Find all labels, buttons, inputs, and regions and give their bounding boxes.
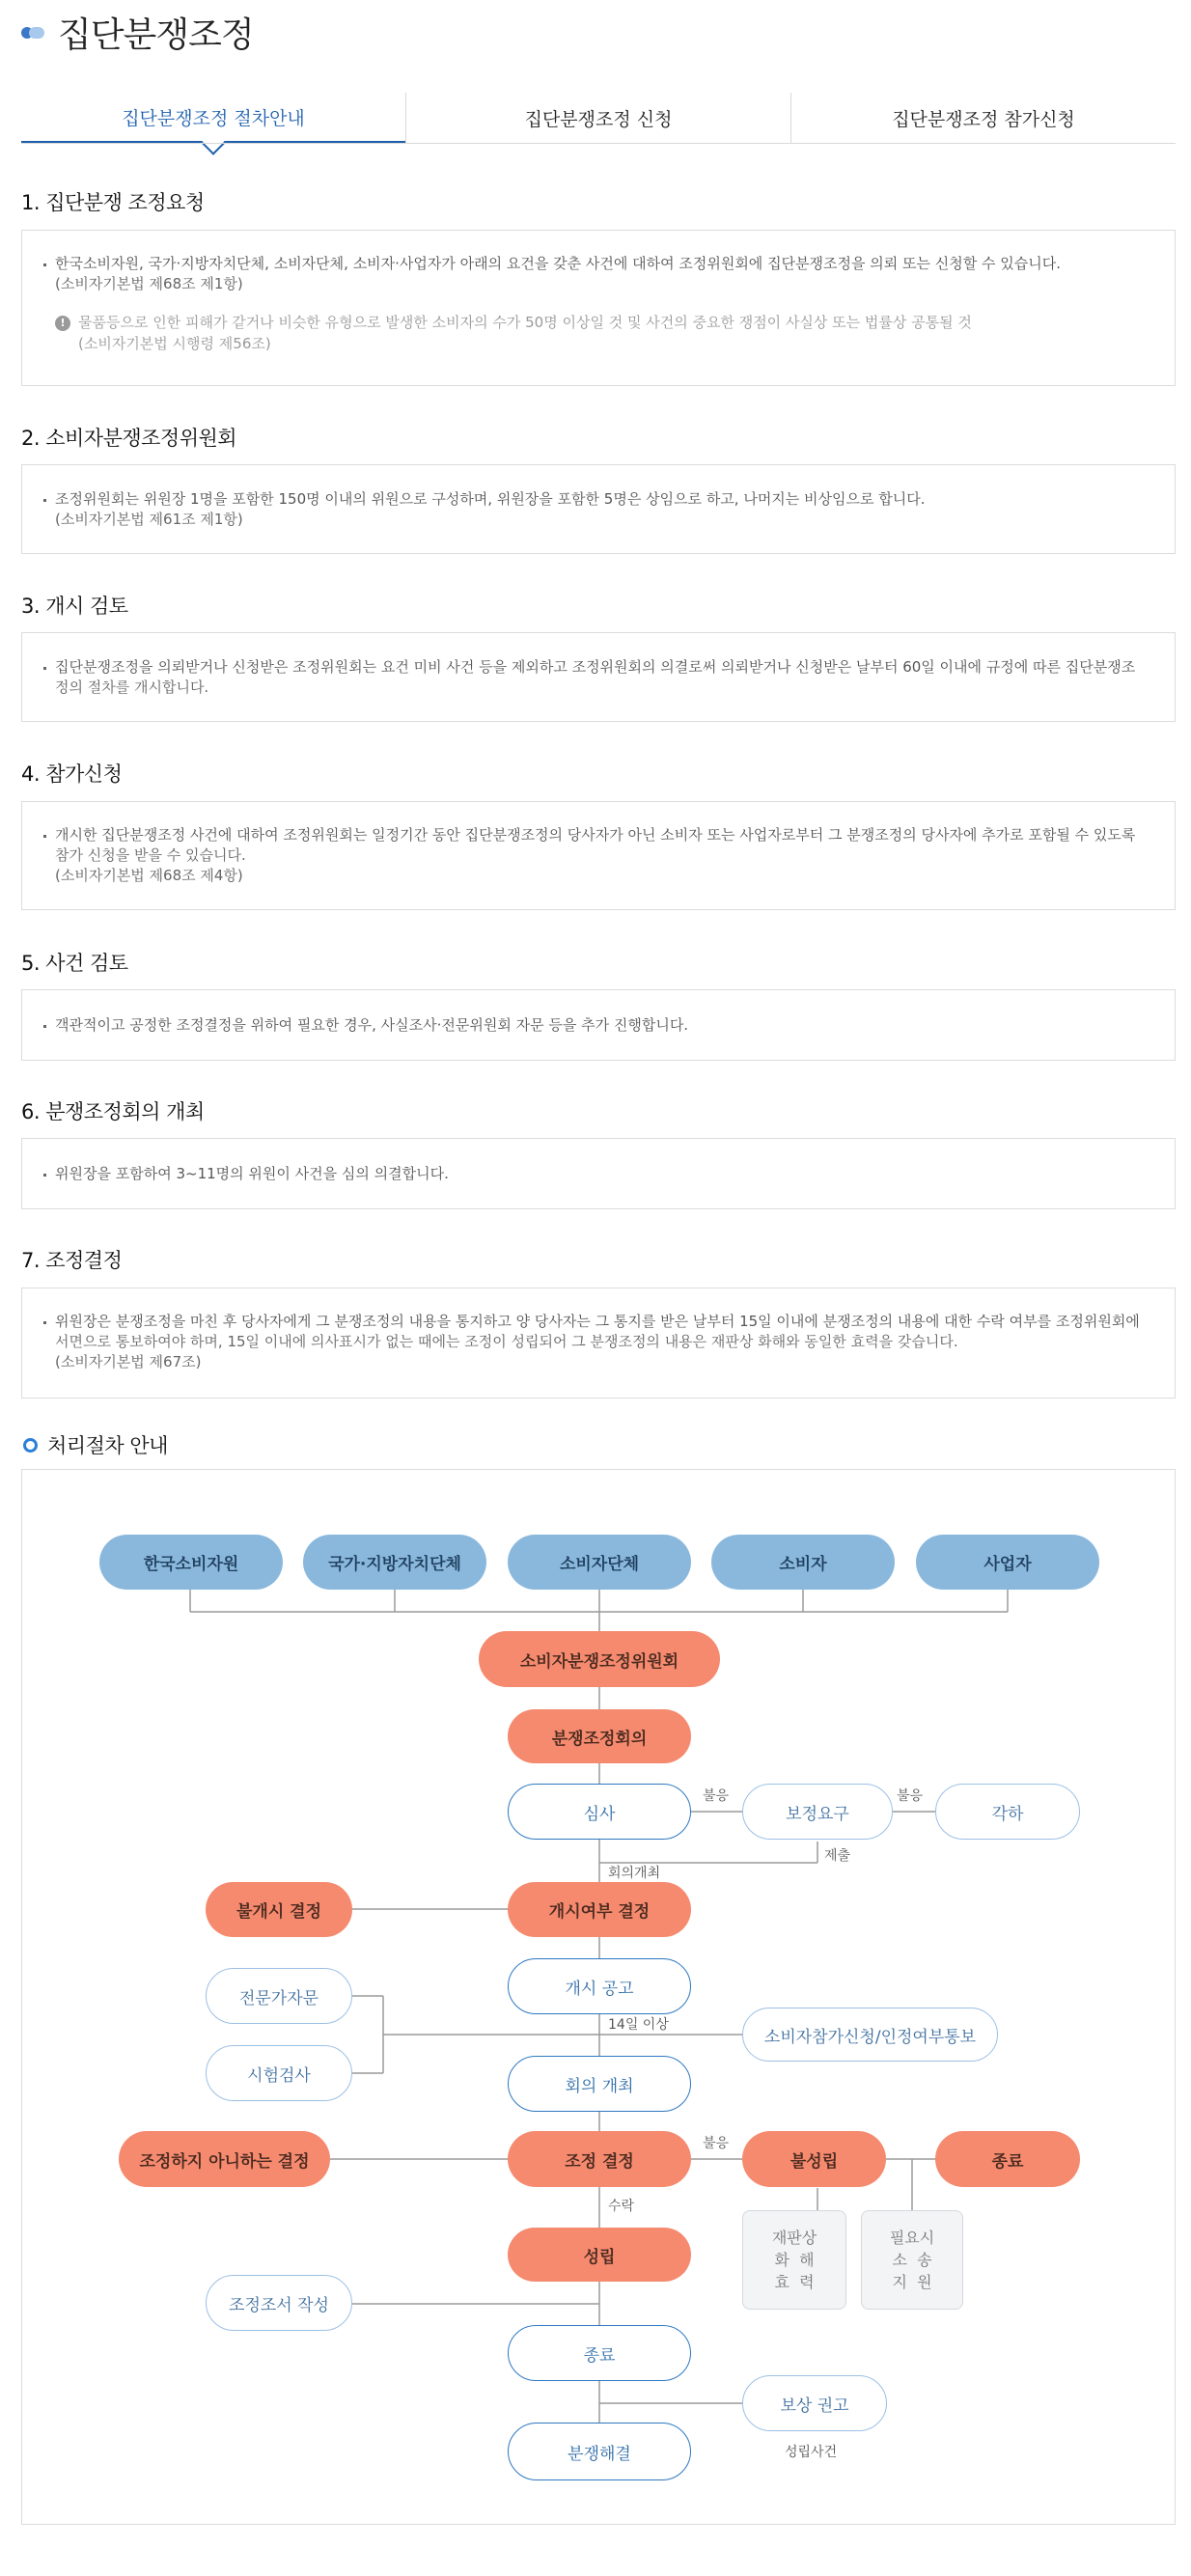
page-title: 집단분쟁조정: [58, 15, 254, 55]
section-title: 3. 개시 검토: [21, 595, 128, 618]
law-reference: (소비자기본법 제61조 제1항): [55, 511, 243, 528]
expert-node: 전문가자문: [206, 1968, 352, 2024]
requester-node: 한국소비자원: [99, 1535, 283, 1590]
tab-bar: [21, 93, 1176, 143]
section-text: 위원장을 포함하여 3~11명의 위원이 사건을 심의 의결합니다.: [55, 1165, 449, 1182]
meeting-open-node: 회의 개최: [508, 2056, 691, 2112]
end-node: 종료: [508, 2325, 691, 2381]
alert-icon: !: [55, 316, 70, 331]
committee-node: 소비자분쟁조정위원회: [479, 1631, 720, 1687]
section-title: 7. 조정결정: [21, 1249, 123, 1272]
section-title: 2. 소비자분쟁조정위원회: [21, 427, 237, 450]
section-box: [21, 464, 1176, 554]
requester-node: 소비자: [711, 1535, 895, 1590]
section-text-continued: 서면으로 통보하여야 하며, 15일 이내에 의사표시가 없는 때에는 조정이 성립되어 그 분쟁조정의 내용은 재판상 화해와 동일한 효력을 갖습니다.: [55, 1333, 958, 1350]
section-title: 1. 집단분쟁 조정요청: [21, 191, 205, 214]
law-reference: (소비자기본법 제67조): [55, 1353, 202, 1371]
tab-application[interactable]: [405, 93, 790, 143]
ring-bullet-icon: [23, 1438, 38, 1453]
tab-label: 집단분쟁조정 참가신청: [892, 108, 1075, 130]
dismiss-node: 각하: [935, 1784, 1080, 1840]
refuse-label: 불응: [897, 1788, 924, 1804]
section-text: 한국소비자원, 국가·지방자치단체, 소비자단체, 소비자·사업자가 아래의 요건을 갖춘 사건에 대하여 조정위원회에 집단분쟁조정을 의뢰 또는 신청할 수 있습니다.: [55, 255, 1061, 272]
lawsuit-support-box: 필요시 소 송 지 원: [861, 2210, 963, 2310]
section-box: [21, 1288, 1176, 1399]
requester-node: 사업자: [916, 1535, 1099, 1590]
days-label: 14일 이상: [608, 2017, 669, 2033]
start-decision-node: 개시여부 결정: [508, 1882, 691, 1937]
section-box: [21, 230, 1176, 386]
tab-label: 집단분쟁조정 절차안내: [122, 107, 305, 129]
section-text: 객관적이고 공정한 조정결정을 위하여 필요한 경우, 사실조사·전문위원회 자문 등을 추가 진행합니다.: [55, 1016, 689, 1034]
test-node: 시험검사: [206, 2045, 352, 2101]
resolved-node: 분쟁해결: [508, 2423, 691, 2480]
section-text: 조정위원회는 위원장 1명을 포함한 150명 이내의 위원으로 구성하며, 위원장을 포함한 5명은 상임으로 하고, 나머지는 비상임으로 합니다.: [55, 490, 926, 508]
tab-procedure-guide[interactable]: [21, 93, 405, 143]
meeting-node: 분쟁조정회의: [508, 1709, 691, 1763]
accept-label: 수락: [608, 2199, 635, 2214]
section-text-continued: 정의 절차를 개시합니다.: [55, 679, 209, 696]
process-header: [23, 1430, 168, 1459]
section-title: 6. 분쟁조정회의 개최: [21, 1100, 205, 1123]
requester-node: 소비자단체: [508, 1535, 691, 1590]
supplement-node: 보정요구: [742, 1784, 893, 1840]
submit-label: 제출: [824, 1848, 851, 1864]
notice-node: 개시 공고: [508, 1958, 691, 2014]
refuse-label: 불응: [703, 2136, 730, 2151]
section-text: 집단분쟁조정을 의뢰받거나 신청받은 조정위원회는 요건 미비 사건 등을 제외하고 조정위원회의 의결로써 의뢰받거나 신청받은 날부터 60일 이내에 규정에 따른 집단분쟁조: [55, 658, 1136, 676]
meeting-held-label: 회의개최: [608, 1866, 661, 1881]
refuse-label: 불응: [703, 1788, 730, 1804]
section-box: [21, 1138, 1176, 1209]
law-reference: (소비자기본법 제68조 제4항): [55, 867, 243, 884]
no-start-node: 불개시 결정: [206, 1882, 352, 1937]
section-text: 개시한 집단분쟁조정 사건에 대하여 조정위원회는 일정기간 동안 집단분쟁조정의 당사자가 아닌 소비자 또는 사업자로부터 그 분쟁조정의 당사자에 추가로 포함될 수 있도록: [55, 826, 1136, 844]
process-title: 처리절차 안내: [47, 1434, 168, 1457]
title-bullet-icon: [21, 26, 46, 40]
review-node: 심사: [508, 1784, 691, 1840]
section-box: [21, 632, 1176, 722]
section-text: 위원장은 분쟁조정을 마친 후 당사자에게 그 분쟁조정의 내용을 통지하고 양 당사자는 그 통지를 받은 날부터 15일 이내에 분쟁조정의 내용에 대한 수락 여부를 조정위원회에: [55, 1313, 1140, 1330]
tab-label: 집단분쟁조정 신청: [524, 108, 673, 130]
compensation-node: 보상 권고: [742, 2375, 887, 2431]
note-text: 물품등으로 인한 피해가 같거나 비슷한 유형으로 발생한 소비자의 수가 50명 이상일 것 및 사건의 중요한 쟁점이 사실상 또는 법률상 공통될 것: [78, 314, 972, 331]
requester-node: 국가·지방자치단체: [303, 1535, 486, 1590]
law-reference: (소비자기본법 제68조 제1항): [55, 275, 243, 292]
section-box: [21, 801, 1176, 910]
mediate-decision-node: 조정 결정: [508, 2131, 691, 2187]
tab-participation-application[interactable]: [790, 93, 1176, 143]
no-mediate-node: 조정하지 아니하는 결정: [119, 2131, 330, 2187]
participation-node: 소비자참가신청/인정여부통보: [742, 2008, 998, 2062]
section-text-continued: 참가 신청을 받을 수 있습니다.: [55, 846, 246, 864]
end-node-right: 종료: [935, 2131, 1080, 2187]
section-title: 5. 사건 검토: [21, 952, 128, 975]
page-header: [21, 8, 254, 57]
tab-divider: [21, 143, 1176, 144]
section-title: 4. 참가신청: [21, 762, 123, 786]
report-node: 조정조서 작성: [206, 2275, 352, 2331]
established-node: 성립: [508, 2228, 691, 2282]
note-law-reference: (소비자기본법 시행령 제56조): [78, 335, 271, 352]
court-effect-box: 재판상 화 해 효 력: [742, 2210, 846, 2310]
failed-node: 불성립: [742, 2131, 886, 2187]
established-case-label: 성립사건: [785, 2445, 838, 2460]
section-box: [21, 989, 1176, 1061]
